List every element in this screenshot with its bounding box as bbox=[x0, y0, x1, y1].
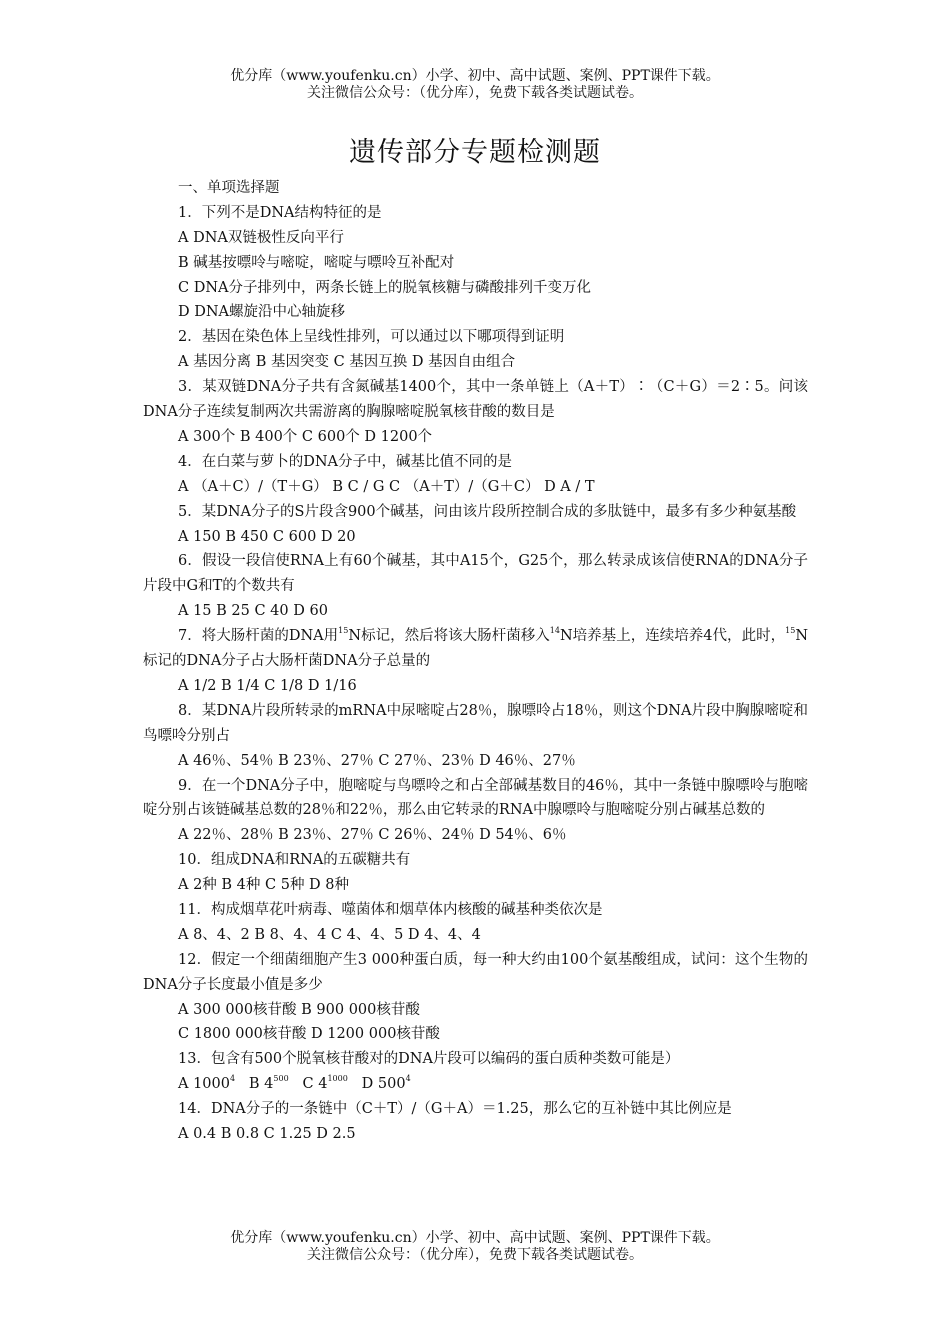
question-5-stem: 5．某DNA分子的S片段含900个碱基，问由该片段所控制合成的多肽链中，最多有多少种氨基酸 bbox=[178, 503, 797, 520]
question-10-stem: 10．组成DNA和RNA的五碳糖共有 bbox=[178, 852, 411, 869]
question-12-options-cd: C 1800 000核苷酸 D 1200 000核苷酸 bbox=[178, 1026, 440, 1043]
question-7-stem bbox=[143, 624, 808, 674]
option-b-exponent: 500 bbox=[273, 1074, 289, 1084]
question-8-stem: 8．某DNA片段所转录的mRNA中尿嘧啶占28％，腺嘌呤占18％，则这个DNA片段中胸腺嘧啶和鸟嘌呤分别占 bbox=[143, 702, 808, 744]
question-7-text-3: N培养基上，连续培养4代，此时， bbox=[559, 628, 786, 645]
question-6-options: A 15 B 25 C 40 D 60 bbox=[178, 603, 328, 620]
question-13-option-d: D 500 bbox=[361, 1076, 406, 1093]
question-13-stem: 13．包含有500个脱氧核苷酸对的DNA片段可以编码的蛋白质种类数可能是） bbox=[178, 1051, 680, 1068]
question-9-options: A 22％、28％ B 23％、27％ C 26％、24％ D 54％、6％ bbox=[178, 827, 567, 844]
footer-line-2: 关注微信公众号：（优分库），免费下载各类试题试卷。 bbox=[307, 1247, 643, 1263]
question-5-options: A 150 B 450 C 600 D 20 bbox=[178, 528, 356, 545]
option-d-exponent: 4 bbox=[405, 1074, 411, 1084]
question-6-stem: 6．假设一段信使RNA上有60个碱基，其中A15个，G25个，那么转录成该信使RNA的DNA分子片段中G和T的个数共有 bbox=[143, 553, 808, 595]
question-3-options: A 300个 B 400个 C 600个 D 1200个 bbox=[178, 428, 433, 445]
question-13-option-b: B 4 bbox=[248, 1076, 274, 1093]
page-footer bbox=[0, 1230, 950, 1264]
question-2-options: A 基因分离 B 基因突变 C 基因互换 D 基因自由组合 bbox=[178, 354, 516, 371]
question-4-options: A （A＋C）/（T＋G） B C / G C （A＋T）/（G＋C） D A / T bbox=[178, 478, 595, 495]
question-13-options bbox=[143, 1072, 808, 1097]
question-7-options: A 1/2 B 1/4 C 1/8 D 1/16 bbox=[178, 677, 357, 694]
header-line-2: 关注微信公众号：（优分库），免费下载各类试题试卷。 bbox=[307, 85, 643, 101]
document-title: 遗传部分专题检测题 bbox=[349, 137, 601, 168]
question-4-stem: 4．在白菜与萝卜的DNA分子中，碱基比值不同的是 bbox=[178, 453, 513, 470]
question-7-text-2: N标记，然后将该大肠杆菌移入 bbox=[348, 628, 550, 645]
footer-line-1: 优分库（www.youfenku.cn）小学、初中、高中试题、案例、PPT课件下载。 bbox=[230, 1230, 720, 1246]
question-10-options: A 2种 B 4种 C 5种 D 8种 bbox=[178, 877, 350, 894]
page-header bbox=[0, 68, 950, 102]
option-c-exponent: 1000 bbox=[327, 1074, 348, 1084]
question-9-stem: 9．在一个DNA分子中，胞嘧啶与鸟嘌呤之和占全部碱基数目的46％，其中一条链中腺嘌呤与胞嘧啶分别占该链碱基总数的28％和22％，那么由它转录的RNA中腺嘌呤与胞嘧啶分别占碱基总数的 bbox=[143, 777, 808, 819]
isotope-15-superscript: 15 bbox=[338, 626, 349, 636]
question-1-stem: 1．下列不是DNA结构特征的是 bbox=[178, 204, 382, 221]
question-13-option-c: C 4 bbox=[302, 1076, 328, 1093]
question-14-options: A 0.4 B 0.8 C 1.25 D 2.5 bbox=[178, 1126, 356, 1143]
header-line-1: 优分库（www.youfenku.cn）小学、初中、高中试题、案例、PPT课件下载。 bbox=[230, 68, 720, 84]
question-11-stem: 11．构成烟草花叶病毒、噬菌体和烟草体内核酸的碱基种类依次是 bbox=[178, 902, 603, 918]
question-list bbox=[143, 176, 808, 1147]
isotope-15-superscript: 15 bbox=[785, 626, 796, 636]
question-11-options: A 8、4、2 B 8、4、4 C 4、4、5 D 4、4、4 bbox=[178, 926, 481, 943]
section-heading: 一、单项选择题 bbox=[178, 180, 280, 196]
question-1-option-c: C DNA分子排列中，两条长链上的脱氧核糖与磷酸排列千变万化 bbox=[178, 279, 591, 296]
option-a-exponent: 4 bbox=[229, 1074, 236, 1084]
question-7-text-1: 7．将大肠杆菌的DNA用 bbox=[178, 628, 339, 645]
question-12-stem: 12．假定一个细菌细胞产生3 000种蛋白质，每一种大约由100个氨基酸组成，试问：这个生物的DNA分子长度最小值是多少 bbox=[143, 951, 808, 993]
question-1-option-b: B 碱基按嘌呤与嘧啶，嘧啶与嘌呤互补配对 bbox=[178, 254, 455, 271]
question-12-options-ab: A 300 000核苷酸 B 900 000核苷酸 bbox=[178, 1001, 420, 1018]
question-2-stem: 2．基因在染色体上呈线性排列，可以通过以下哪项得到证明 bbox=[178, 329, 565, 346]
question-8-options: A 46％、54％ B 23％、27％ C 27％、23％ D 46％、27％ bbox=[178, 752, 576, 769]
question-7-text-4: N标记的DNA分子占大肠杆菌DNA分子总量的 bbox=[143, 628, 808, 670]
question-1-option-a: A DNA双链极性反向平行 bbox=[178, 229, 344, 246]
question-13-option-a: A 1000 bbox=[178, 1076, 230, 1093]
question-14-stem: 14．DNA分子的一条链中（C＋T）/（G＋A）＝1.25，那么它的互补链中其比例应是 bbox=[178, 1101, 732, 1118]
question-3-stem: 3．某双链DNA分子共有含氮碱基1400个，其中一条单链上（A＋T）∶（C＋G）＝2∶5。问该DNA分子连续复制两次共需游离的胸腺嘧啶脱氧核苷酸的数目是 bbox=[143, 379, 808, 421]
question-1-option-d: D DNA螺旋沿中心轴旋移 bbox=[178, 304, 346, 321]
isotope-14-superscript: 14 bbox=[549, 626, 560, 636]
